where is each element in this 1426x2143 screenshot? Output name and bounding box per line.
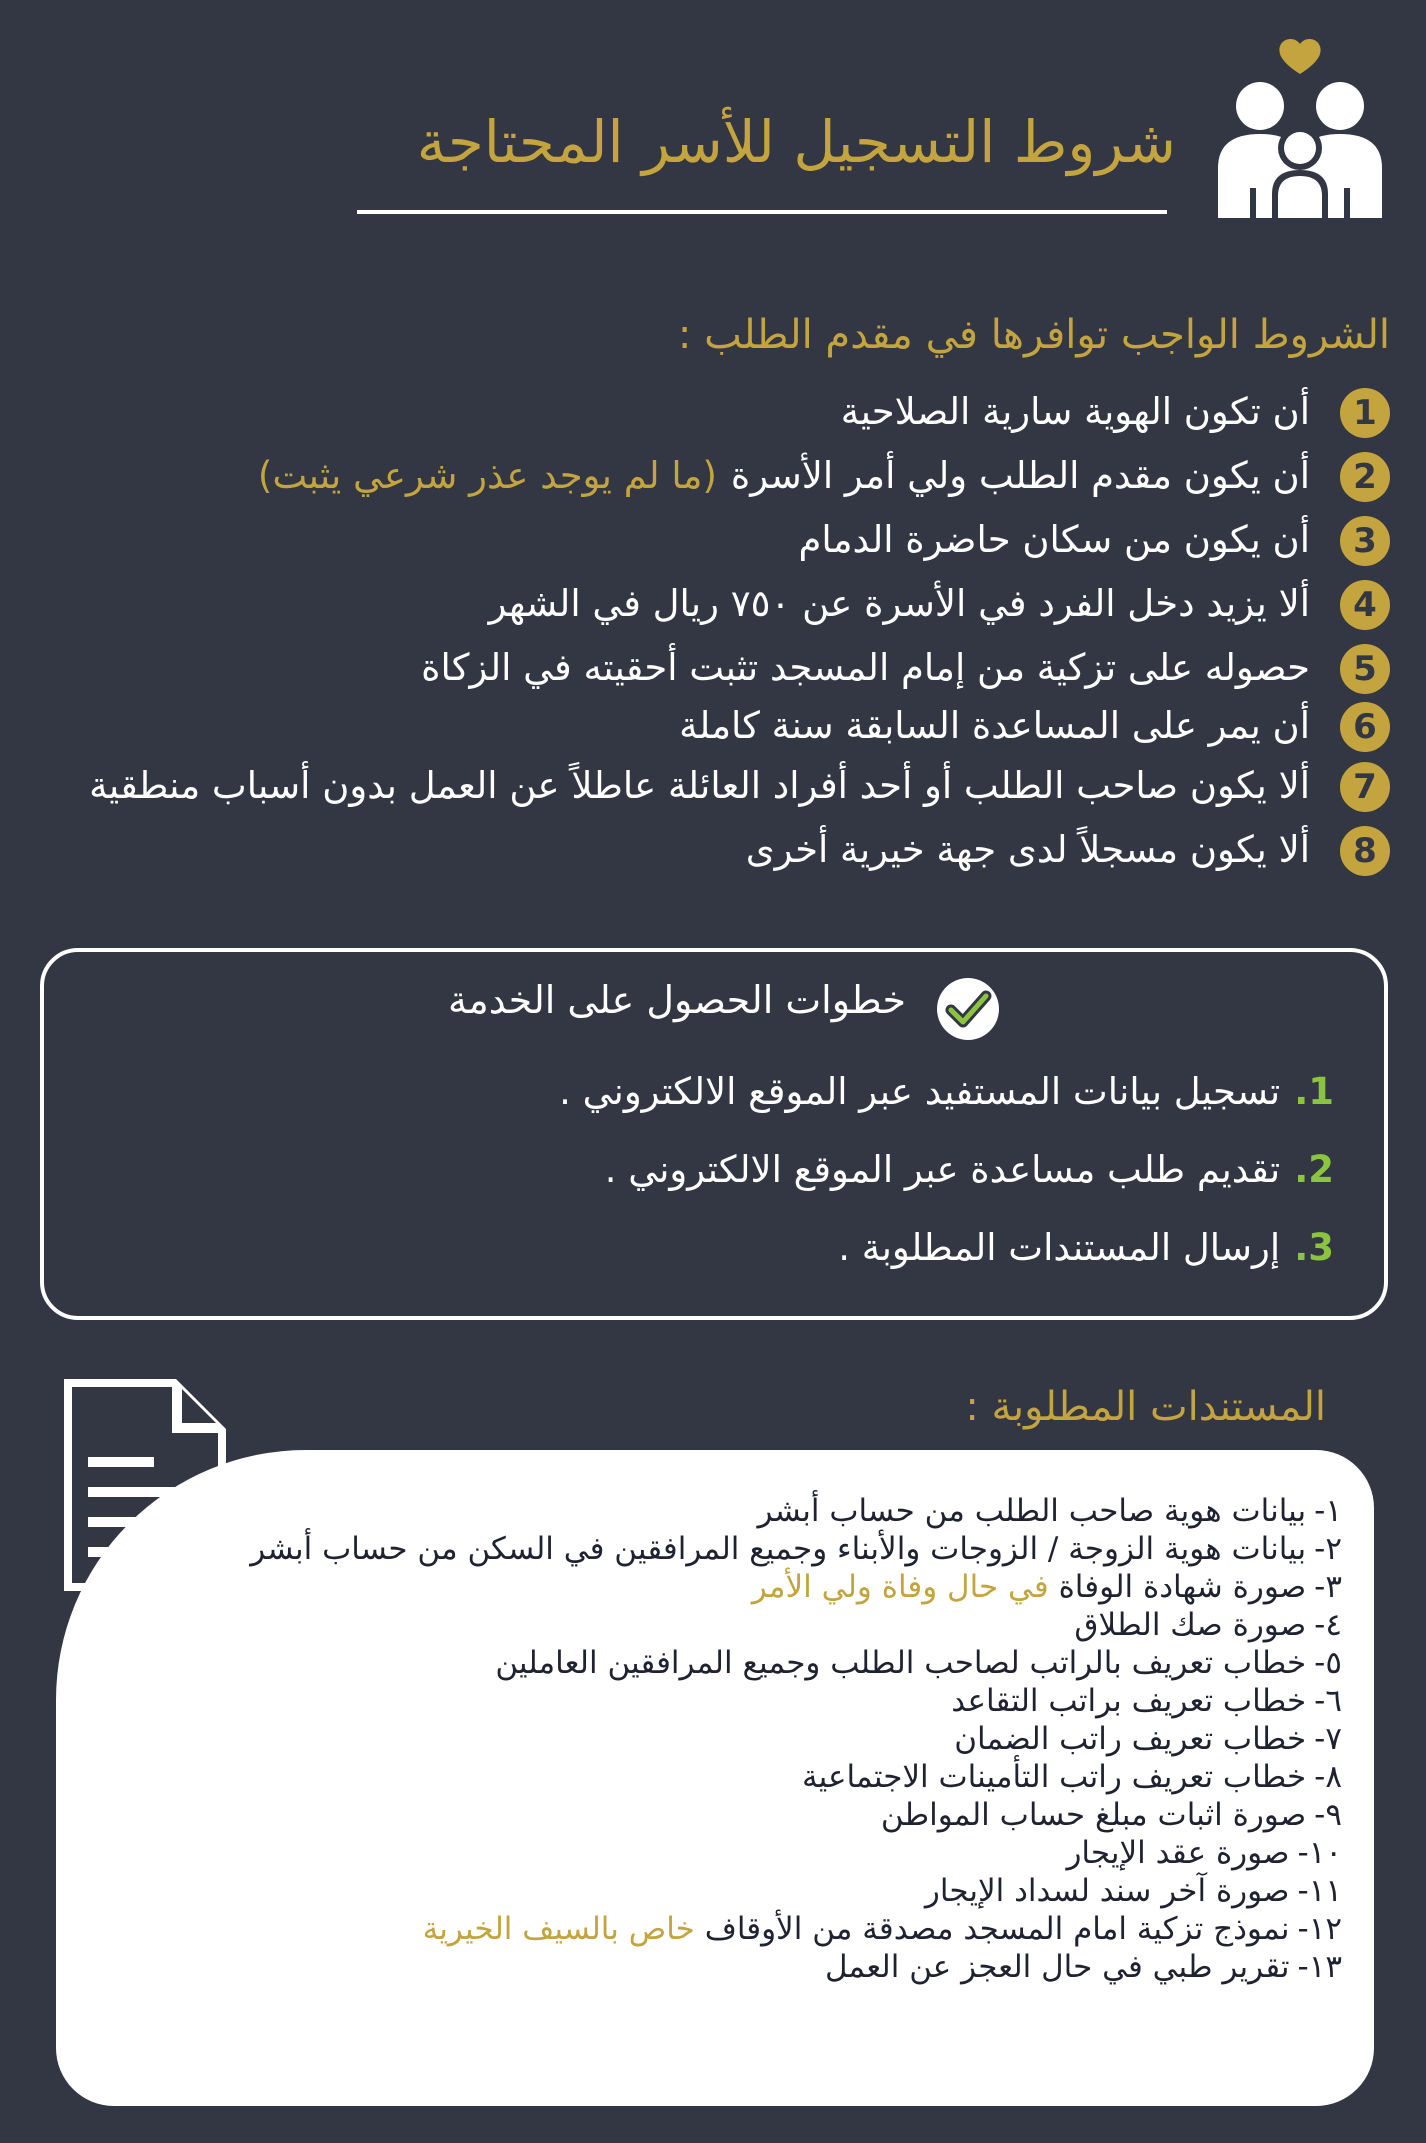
condition-number-badge: 5 xyxy=(1340,644,1390,694)
document-item xyxy=(104,1910,1374,1948)
document-text: صورة صك الطلاق xyxy=(1074,1607,1307,1643)
document-number: ٧- xyxy=(1314,1721,1342,1757)
condition-text: أن يكون من سكان حاضرة الدمام xyxy=(798,518,1310,561)
condition-text: ألا يكون صاحب الطلب أو أحد أفراد العائلة عاطلاً عن العمل بدون أسباب منطقية xyxy=(89,764,1310,807)
document-number: ١٠- xyxy=(1297,1835,1342,1871)
document-text: بيانات هوية الزوجة / الزوجات والأبناء وجميع المرافقين في السكن من حساب أبشر xyxy=(250,1531,1307,1567)
condition-number-badge: 4 xyxy=(1340,580,1390,630)
document-number: ٩- xyxy=(1314,1797,1342,1833)
step-number: 2. xyxy=(1294,1148,1334,1191)
step-item xyxy=(605,1148,1334,1191)
conditions-heading: الشروط الواجب توافرها في مقدم الطلب : xyxy=(677,312,1390,358)
steps-heading: خطوات الحصول على الخدمة xyxy=(448,978,906,1022)
condition-number-badge: 6 xyxy=(1340,702,1390,752)
document-text: خطاب تعريف براتب التقاعد xyxy=(951,1683,1307,1719)
document-item xyxy=(104,1568,1374,1606)
condition-item xyxy=(20,580,1390,636)
step-text: تسجيل بيانات المستفيد عبر الموقع الالكتروني . xyxy=(559,1070,1281,1113)
condition-item xyxy=(20,702,1390,758)
condition-number-badge: 8 xyxy=(1340,826,1390,876)
document-item xyxy=(104,1758,1374,1796)
step-number: 1. xyxy=(1294,1070,1334,1113)
document-item xyxy=(104,1720,1374,1758)
check-circle-icon xyxy=(935,976,1001,1042)
document-number: ٦- xyxy=(1314,1683,1342,1719)
documents-list xyxy=(104,1492,1374,1986)
document-text: خطاب تعريف بالراتب لصاحب الطلب وجميع المرافقين العاملين xyxy=(495,1645,1307,1681)
document-item xyxy=(104,1644,1374,1682)
condition-text: أن تكون الهوية سارية الصلاحية xyxy=(840,390,1310,433)
step-item xyxy=(838,1226,1334,1269)
condition-item xyxy=(20,762,1390,818)
document-note: خاص بالسيف الخيرية xyxy=(422,1911,695,1947)
condition-number-badge: 3 xyxy=(1340,516,1390,566)
document-number: ٨- xyxy=(1314,1759,1342,1795)
document-item xyxy=(104,1682,1374,1720)
document-item xyxy=(104,1530,1374,1568)
step-item xyxy=(559,1070,1334,1113)
document-note: في حال وفاة ولي الأمر xyxy=(751,1569,1049,1605)
document-text: صورة شهادة الوفاة xyxy=(1058,1569,1307,1605)
condition-note: (ما لم يوجد عذر شرعي يثبت) xyxy=(257,454,717,497)
document-number: ٢- xyxy=(1314,1531,1342,1567)
condition-text: أن يكون مقدم الطلب ولي أمر الأسرة xyxy=(730,454,1310,497)
document-item xyxy=(104,1872,1374,1910)
step-text: إرسال المستندات المطلوبة . xyxy=(838,1226,1281,1269)
document-text: صورة عقد الإيجار xyxy=(1066,1835,1290,1871)
condition-item xyxy=(20,644,1390,700)
condition-text: أن يمر على المساعدة السابقة سنة كاملة xyxy=(679,704,1310,747)
document-item xyxy=(104,1834,1374,1872)
document-number: ٣- xyxy=(1314,1569,1342,1605)
documents-heading: المستندات المطلوبة : xyxy=(965,1384,1326,1430)
condition-text: ألا يكون مسجلاً لدى جهة خيرية أخرى xyxy=(745,828,1310,871)
title-divider xyxy=(357,210,1167,214)
document-text: صورة اثبات مبلغ حساب المواطن xyxy=(880,1797,1307,1833)
condition-number-badge: 1 xyxy=(1340,388,1390,438)
document-number: ١٢- xyxy=(1297,1911,1342,1947)
document-text: صورة آخر سند لسداد الإيجار xyxy=(924,1873,1290,1909)
document-item xyxy=(104,1606,1374,1644)
document-item xyxy=(104,1948,1374,1986)
condition-item xyxy=(20,826,1390,882)
family-heart-icon xyxy=(1210,38,1390,218)
document-number: ١- xyxy=(1314,1493,1342,1529)
document-text: بيانات هوية صاحب الطلب من حساب أبشر xyxy=(757,1493,1307,1529)
condition-number-badge: 7 xyxy=(1340,762,1390,812)
document-number: ١٣- xyxy=(1297,1949,1342,1985)
document-text: تقرير طبي في حال العجز عن العمل xyxy=(824,1949,1290,1985)
step-number: 3. xyxy=(1294,1226,1334,1269)
document-text: نموذج تزكية امام المسجد مصدقة من الأوقاف xyxy=(704,1911,1290,1947)
condition-item xyxy=(20,388,1390,444)
condition-item xyxy=(20,516,1390,572)
page-title: شروط التسجيل للأسر المحتاجة xyxy=(416,108,1176,176)
condition-number-badge: 2 xyxy=(1340,452,1390,502)
document-text: خطاب تعريف راتب التأمينات الاجتماعية xyxy=(802,1759,1307,1795)
step-text: تقديم طلب مساعدة عبر الموقع الالكتروني . xyxy=(604,1148,1281,1191)
document-number: ١١- xyxy=(1297,1873,1342,1909)
condition-text: ألا يزيد دخل الفرد في الأسرة عن ٧٥٠ ريال في الشهر xyxy=(488,582,1310,625)
condition-item xyxy=(20,452,1390,508)
document-item xyxy=(104,1492,1374,1530)
document-item xyxy=(104,1796,1374,1834)
document-text: خطاب تعريف راتب الضمان xyxy=(954,1721,1307,1757)
condition-text: حصوله على تزكية من إمام المسجد تثبت أحقيته في الزكاة xyxy=(421,646,1310,689)
document-number: ٥- xyxy=(1314,1645,1342,1681)
document-number: ٤- xyxy=(1314,1607,1342,1643)
